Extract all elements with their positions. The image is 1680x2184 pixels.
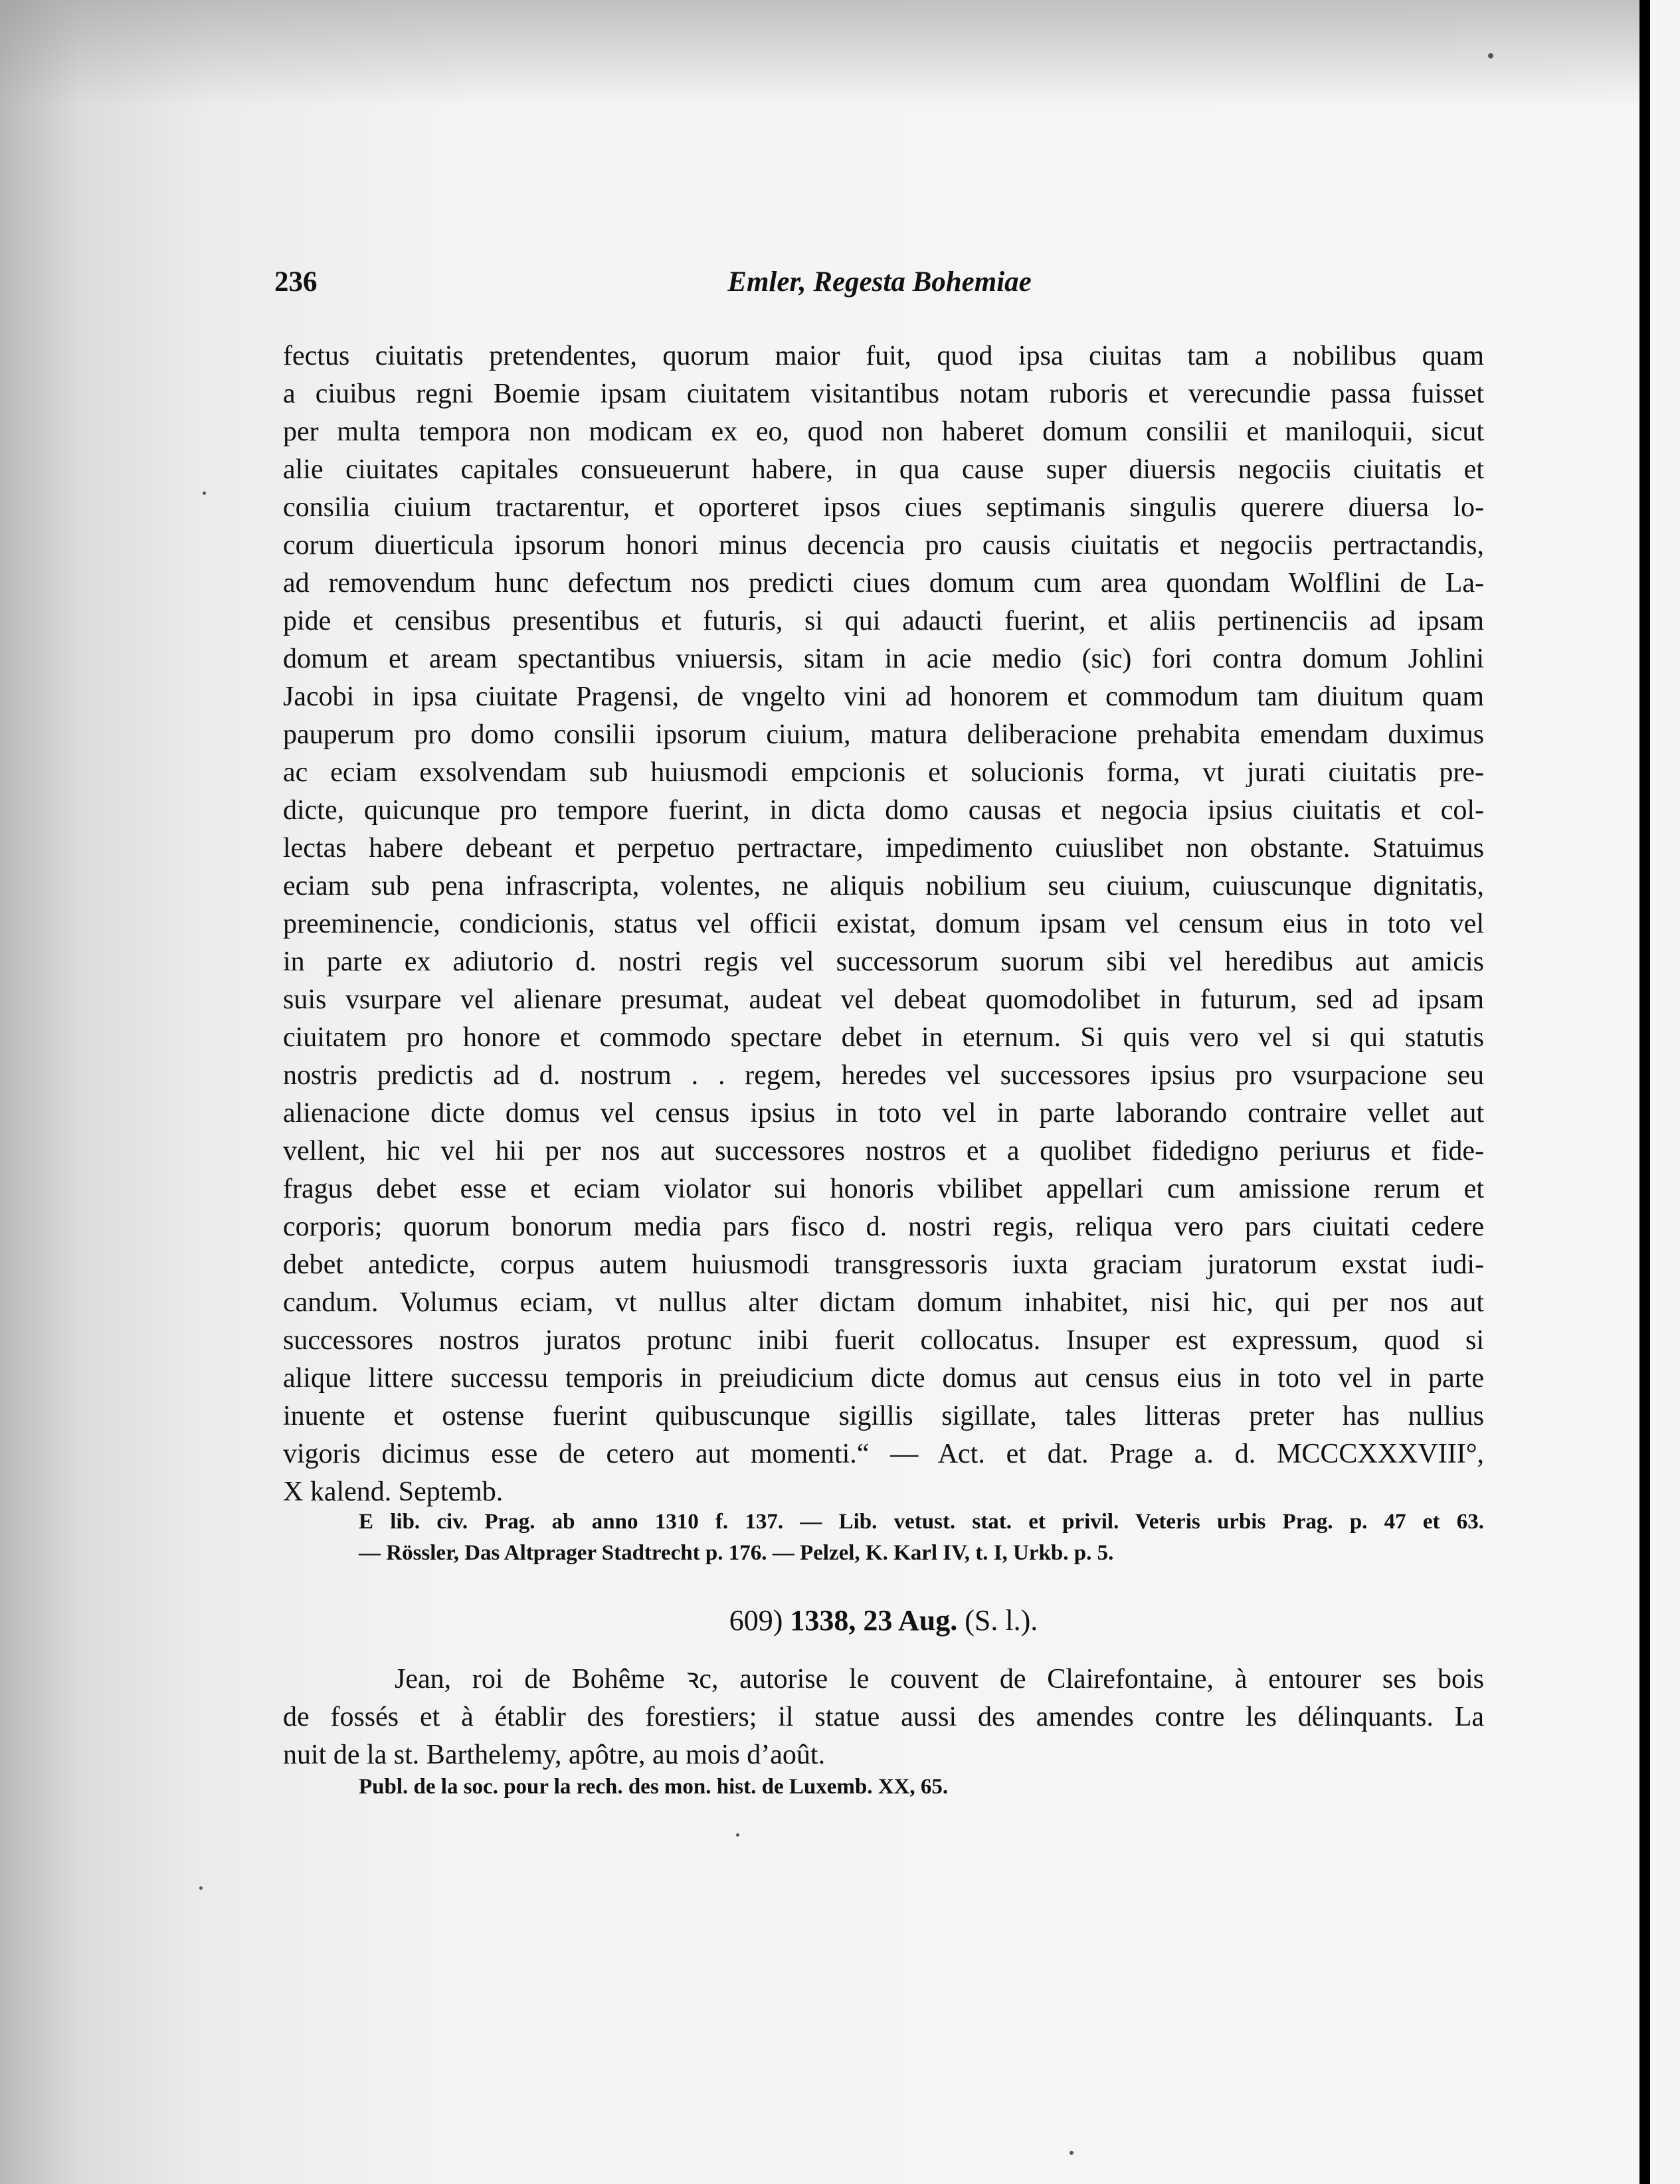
body-line: alique littere successu temporis in preiudicium dicte domus aut census eius in toto vel in parte: [283, 1363, 1484, 1394]
source-line: E lib. civ. Prag. ab anno 1310 f. 137. — Lib. vetust. stat. et privil. Veteris urbis Prag. p. 47 et 63.: [359, 1510, 1484, 1534]
entry-date: 1338, 23 Aug.: [790, 1604, 958, 1637]
body-line: successores nostros juratos protunc inibi fuerit collocatus. Insuper est expressum, quod si: [283, 1325, 1484, 1356]
scan-speck: [1488, 53, 1493, 58]
body-line: fectus ciuitatis pretendentes, quorum maior fuit, quod ipsa ciuitas tam a nobilibus quam: [283, 341, 1484, 371]
body-line: corporis; quorum bonorum media pars fisco d. nostri regis, reliqua vero pars ciuitati cedere: [283, 1212, 1484, 1242]
body-line: pide et censibus presentibus et futuris, si qui adaucti fuerint, et aliis pertinenciis ad ipsam: [283, 606, 1484, 636]
entry-number: 609): [729, 1604, 783, 1637]
entry-line: nuit de la st. Barthelemy, apôtre, au mois d’août.: [283, 1740, 826, 1770]
body-line: ciuitatem pro honore et commodo spectare debet in eternum. Si quis vero vel si qui statutis: [283, 1022, 1484, 1053]
body-line: pauperum pro domo consilii ipsorum ciuium, matura deliberacione prehabita emendam duximus: [283, 719, 1484, 750]
source-line: — Rössler, Das Altprager Stadtrecht p. 176. — Pelzel, K. Karl IV, t. I, Urkb. p. 5.: [359, 1541, 1114, 1565]
scan-speck: [1070, 2151, 1073, 2155]
page-header: [274, 266, 1485, 312]
entry-heading: [283, 1603, 1484, 1637]
page-number: 236: [274, 266, 318, 298]
body-line: Jacobi in ipsa ciuitate Pragensi, de vngelto vini ad honorem et commodum tam diuitum quam: [283, 682, 1484, 712]
body-line: domum et aream spectantibus vniuersis, sitam in acie medio (sic) fori contra domum Johlini: [283, 644, 1484, 674]
body-line: vigoris dicimus esse de cetero aut momenti.“ — Act. et dat. Prage a. d. MCCCXXXVIII°,: [283, 1439, 1484, 1469]
entry-line: de fossés et à établir des forestiers; il statue aussi des amendes contre les délinquants. La: [283, 1702, 1484, 1732]
body-line: per multa tempora non modicam ex eo, quod non haberet domum consilii et maniloquii, sicut: [283, 416, 1484, 447]
body-line: alienacione dicte domus vel census ipsius in toto vel in parte laborando contraire vellet aut: [283, 1098, 1484, 1129]
entry-text: [283, 1661, 1484, 1774]
entry-source: Publ. de la soc. pour la rech. des mon. hist. de Luxemb. XX, 65.: [359, 1775, 949, 1799]
body-line: suis vsurpare vel alienare presumat, audeat vel debeat quomodolibet in futurum, sed ad ipsam: [283, 984, 1484, 1015]
body-line: alie ciuitates capitales consueuerunt habere, in qua cause super diuersis negociis ciuitatis et: [283, 454, 1484, 485]
body-line: a ciuibus regni Boemie ipsam ciuitatem visitantibus notam ruboris et verecundie passa fuisset: [283, 379, 1484, 409]
body-line: nostris predictis ad d. nostrum . . regem, heredes vel successores ipsius pro vsurpacione seu: [283, 1060, 1484, 1091]
running-title: Emler, Regesta Bohemiae: [727, 266, 1032, 298]
body-line: eciam sub pena infrascripta, volentes, ne aliquis nobilium seu ciuium, cuiuscunque dignitatis,: [283, 871, 1484, 901]
body-line: inuente et ostense fuerint quibuscunque sigillis sigillate, tales litteras preter has nullius: [283, 1401, 1484, 1431]
body-line: ac eciam exsolvendam sub huiusmodi empcionis et solucionis forma, vt jurati ciuitatis pre-: [283, 757, 1484, 788]
source-notes: [359, 1506, 1484, 1569]
body-line: X kalend. Septemb.: [283, 1477, 504, 1507]
body-line: in parte ex adiutorio d. nostri regis vel successorum suorum sibi vel heredibus aut amicis: [283, 947, 1484, 977]
body-line: consilia ciuium tractarentur, et oporteret ipsos ciues septimanis singulis querere diuersa lo-: [283, 492, 1484, 523]
body-line: dicte, quicunque pro tempore fuerint, in dicta domo causas et negocia ipsius ciuitatis et col-: [283, 795, 1484, 826]
page-edge-strip: [1650, 0, 1680, 2184]
scan-speck: [199, 1886, 203, 1890]
body-line: corum diuerticula ipsorum honori minus decencia pro causis ciuitatis et negociis pertractandis,: [283, 530, 1484, 561]
body-line: debet antedicte, corpus autem huiusmodi transgressoris iuxta graciam juratorum exstat iudi-: [283, 1249, 1484, 1280]
entry-line: Jean, roi de Bohême ꝛc, autorise le couvent de Clairefontaine, à entourer ses bois: [395, 1664, 1484, 1694]
body-line: lectas habere debeant et perpetuo pertractare, impedimento cuiuslibet non obstante. Statuimus: [283, 833, 1484, 864]
entry-place: (S. l.).: [965, 1604, 1038, 1637]
scan-speck: [736, 1833, 739, 1837]
body-text: [283, 337, 1484, 1511]
body-line: vellent, hic vel hii per nos aut successores nostros et a quolibet fidedigno periurus et fide-: [283, 1136, 1484, 1166]
body-line: ad removendum hunc defectum nos predicti ciues domum cum area quondam Wolflini de La-: [283, 568, 1484, 598]
page-shadow: [0, 0, 1639, 106]
body-line: candum. Volumus eciam, vt nullus alter dictam domum inhabitet, nisi hic, qui per nos aut: [283, 1287, 1484, 1318]
body-line: fragus debet esse et eciam violator sui honoris vbilibet appellari cum amissione rerum et: [283, 1174, 1484, 1204]
body-line: preeminencie, condicionis, status vel officii existat, domum ipsam vel censum eius in toto vel: [283, 909, 1484, 939]
scan-speck: [203, 492, 206, 495]
